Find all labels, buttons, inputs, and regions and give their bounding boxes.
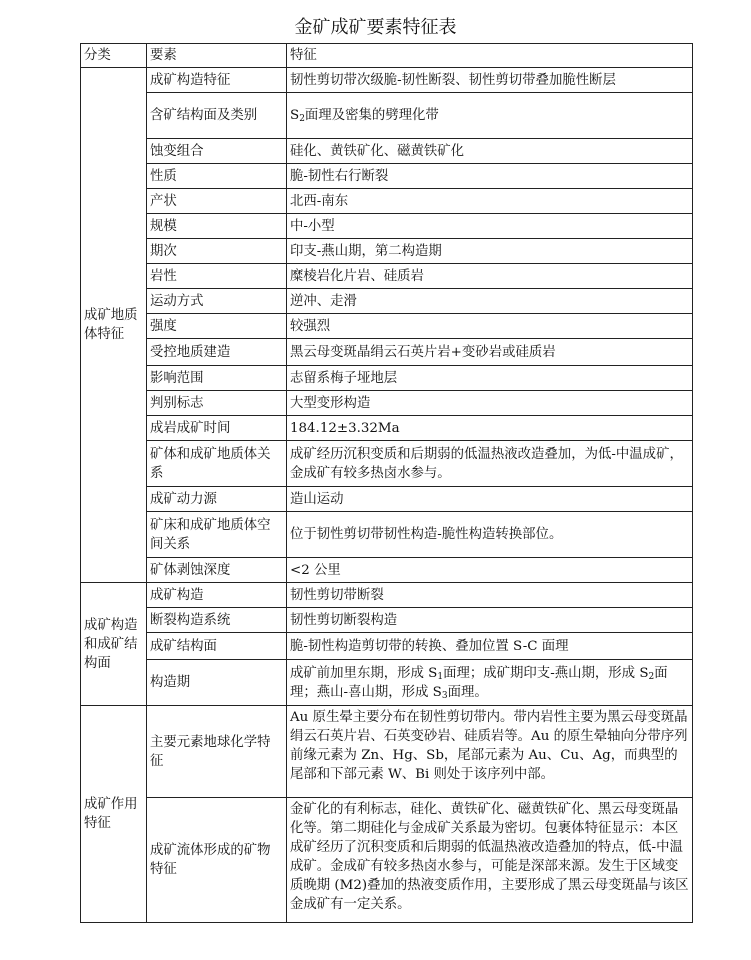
feature-table [80,43,693,923]
table-row [81,487,693,512]
subscript-text: 2 [648,671,655,682]
table-row [81,189,693,214]
feature-cell: 造山运动 [287,487,693,512]
header-element: 要素 [147,44,287,68]
element-cell: 规模 [147,214,287,239]
feature-cell: 脆-韧性构造剪切带的转换、叠加位置 S-C 面理 [287,633,693,660]
category-cell: 成矿构造和成矿结构面 [81,583,147,706]
header-category: 分类 [81,44,147,68]
feature-text: 成矿前加里东期，形成 S [290,665,438,681]
element-cell: 主要元素地球化学特征 [147,706,287,798]
element-cell: 构造期 [147,660,287,706]
element-cell: 含矿结构面及类别 [147,93,287,139]
feature-cell: 中-小型 [287,214,693,239]
feature-cell: 大型变形构造 [287,391,693,416]
table-row [81,68,693,93]
table-row [81,264,693,289]
element-cell: 矿体和成矿地质体关系 [147,441,287,487]
table-row [81,798,693,923]
category-cell: 成矿地质体特征 [81,68,147,583]
element-cell: 成岩成矿时间 [147,416,287,441]
feature-cell: 韧性剪切带次级脆-韧性断裂、韧性剪切带叠加脆性断层 [287,68,693,93]
feature-text: 面理。 [447,684,488,700]
subscript-text: 1 [437,671,444,682]
subscript-text: 2 [299,114,305,124]
feature-cell: 较强烈 [287,314,693,339]
feature-cell: 糜棱岩化片岩、硅质岩 [287,264,693,289]
element-cell: 性质 [147,164,287,189]
feature-cell: 韧性剪切断裂构造 [287,608,693,633]
feature-cell: 184.12±3.32Ma [287,416,693,441]
table-row [81,289,693,314]
element-cell: 成矿结构面 [147,633,287,660]
table-row [81,416,693,441]
table-row [81,314,693,339]
element-cell: 产状 [147,189,287,214]
element-cell: 影响范围 [147,366,287,391]
feature-cell: 脆-韧性右行断裂 [287,164,693,189]
table-row [81,608,693,633]
table-row [81,139,693,164]
table-row [81,366,693,391]
table-row [81,512,693,558]
element-cell: 期次 [147,239,287,264]
table-row [81,441,693,487]
feature-cell: 逆冲、走滑 [287,289,693,314]
category-cell: 成矿作用特征 [81,706,147,923]
element-cell: 矿体剥蚀深度 [147,558,287,583]
element-cell: 矿床和成矿地质体空间关系 [147,512,287,558]
feature-cell: 韧性剪切带断裂 [287,583,693,608]
element-cell: 蚀变组合 [147,139,287,164]
feature-cell: Au 原生晕主要分布在韧性剪切带内。带内岩性主要为黑云母变斑晶绢云石英片岩、石英变砂岩、硅质岩等。Au 的原生晕轴向分带序列前缘元素为 Zn、Hg、Sb，尾部元素为 Au、Cu、Ag，而典型的尾部和下部元素 W、Bi 则处于该序列中部。 [287,706,693,798]
feature-cell [287,660,693,706]
element-cell: 成矿构造特征 [147,68,287,93]
feature-cell: 位于韧性剪切带韧性构造-脆性构造转换部位。 [287,512,693,558]
table-row [81,633,693,660]
table-row [81,391,693,416]
feature-text: 面理；成矿期印支-燕山期，形成 S [443,665,649,681]
element-cell: 岩性 [147,264,287,289]
feature-text: 面理；燕山-喜山期，形成 S [290,665,668,700]
feature-cell: 北西-南东 [287,189,693,214]
feature-text: S [290,108,300,123]
feature-text: 面理及密集的劈理化带 [304,108,439,123]
table-row [81,339,693,366]
table-header-row [81,44,693,68]
table-row [81,239,693,264]
element-cell: 运动方式 [147,289,287,314]
table-row [81,214,693,239]
table-row [81,164,693,189]
page-title: 金矿成矿要素特征表 [294,17,457,38]
element-cell: 成矿构造 [147,583,287,608]
feature-cell: 成矿经历沉积变质和后期弱的低温热液改造叠加，为低-中温成矿，金成矿有较多热卤水参与。 [287,441,693,487]
table-row [81,558,693,583]
subscript-text: 3 [441,690,448,701]
element-cell: 成矿流体形成的矿物特征 [147,798,287,923]
table-row [81,93,693,139]
feature-cell: 黑云母变斑晶绢云石英片岩+变砂岩或硅质岩 [287,339,693,366]
element-cell: 判别标志 [147,391,287,416]
feature-cell [287,93,693,139]
element-cell: 成矿动力源 [147,487,287,512]
element-cell: 受控地质建造 [147,339,287,366]
element-cell: 强度 [147,314,287,339]
table-row [81,583,693,608]
feature-cell: 志留系梅子垭地层 [287,366,693,391]
feature-cell: 硅化、黄铁矿化、磁黄铁矿化 [287,139,693,164]
header-feature: 特征 [287,44,693,68]
feature-cell: 金矿化的有利标志，硅化、黄铁矿化、磁黄铁矿化、黑云母变斑晶化等。第二期硅化与金成矿关系最为密切。包裹体特征显示：本区成矿经历了沉积变质和后期弱的低温热液改造叠加的特点，低-中温成矿。金成矿有较多热卤水参与，可能是深部来源。发生于区域变质晚期 (M2)叠加的热液变质作用，主要形成了黑云母变斑晶与该区金成矿有一定关系。 [287,798,693,923]
feature-cell: 印支-燕山期，第二构造期 [287,239,693,264]
element-cell: 断裂构造系统 [147,608,287,633]
table-row [81,660,693,706]
table-row [81,706,693,798]
feature-cell: <2 公里 [287,558,693,583]
